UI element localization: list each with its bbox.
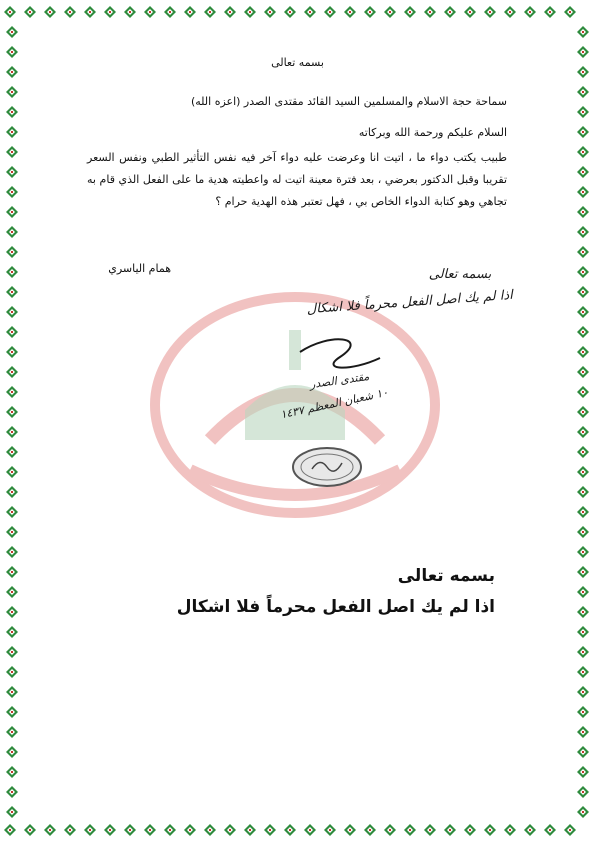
border-ornament [577,646,589,658]
border-ornament [244,824,256,836]
border-ornament [6,746,18,758]
border-ornament [577,366,589,378]
hw-signature: مقتدى الصدر [309,369,370,392]
border-ornament [6,306,18,318]
border-ornament [577,346,589,358]
border-ornament [444,6,456,18]
border-ornament [577,126,589,138]
border-ornament [124,824,136,836]
border-ornament [224,6,236,18]
border-ornament [577,406,589,418]
border-ornament [104,6,116,18]
border-ornament [6,286,18,298]
border-ornament [577,486,589,498]
border-ornament [344,824,356,836]
border-ornament [4,6,16,18]
border-ornament [6,566,18,578]
basmala: بسمه تعالى [271,56,324,69]
border-ornament [144,824,156,836]
border-ornament [6,106,18,118]
border-ornament [204,824,216,836]
border-ornament [124,6,136,18]
border-ornament [577,786,589,798]
border-ornament [84,6,96,18]
border-ornament [6,706,18,718]
border-ornament [204,6,216,18]
border-ornament [84,824,96,836]
border-ornament [544,824,556,836]
border-ornament [6,426,18,438]
border-ornament [244,6,256,18]
border-ornament [577,86,589,98]
border-ornament [6,726,18,738]
border-ornament [424,6,436,18]
border-ornament [6,626,18,638]
border-ornament [44,6,56,18]
border-ornament [524,824,536,836]
border-ornament [6,226,18,238]
border-ornament [6,486,18,498]
border-ornament [404,824,416,836]
border-ornament [104,824,116,836]
border-ornament [304,6,316,18]
border-ornament [577,766,589,778]
border-ornament [284,6,296,18]
border-ornament [284,824,296,836]
border-ornament [577,206,589,218]
addressee-line: سماحة حجة الاسلام والمسلمين السيد القائد مقتدى الصدر (اعزه الله) [190,95,507,108]
border-ornament [6,406,18,418]
border-ornament [577,166,589,178]
border-ornament [184,6,196,18]
border-ornament [304,824,316,836]
border-ornament [577,746,589,758]
border-ornament [6,646,18,658]
border-ornament [6,586,18,598]
answer-title: بسمه تعالى [397,566,495,586]
border-ornament [364,6,376,18]
border-ornament [577,526,589,538]
border-ornament [577,426,589,438]
border-ornament [577,626,589,638]
border-ornament [6,786,18,798]
border-ornament [577,386,589,398]
border-ornament [184,824,196,836]
border-ornament [224,824,236,836]
border-ornament [164,6,176,18]
border-ornament [384,824,396,836]
border-ornament [577,606,589,618]
border-ornament [577,146,589,158]
border-ornament [577,286,589,298]
border-ornament [164,824,176,836]
border-ornament [504,6,516,18]
border-ornament [484,824,496,836]
border-ornament [577,26,589,38]
border-ornament [464,824,476,836]
border-ornament [6,606,18,618]
border-ornament [6,126,18,138]
handwritten-reply [260,262,520,432]
border-ornament [524,6,536,18]
border-ornament [6,206,18,218]
border-ornament [577,226,589,238]
border-ornament [577,666,589,678]
border-ornament [6,146,18,158]
border-ornament [6,466,18,478]
border-ornament [577,186,589,198]
border-ornament [6,506,18,518]
border-ornament [6,186,18,198]
border-ornament [264,824,276,836]
border-ornament [324,824,336,836]
border-ornament [6,166,18,178]
border-ornament [6,386,18,398]
border-ornament [264,6,276,18]
border-ornament [577,686,589,698]
border-ornament [424,824,436,836]
border-ornament [404,6,416,18]
border-ornament [577,306,589,318]
border-ornament [24,824,36,836]
border-ornament [484,6,496,18]
greeting-line: السلام عليكم ورحمة الله وبركاته [358,126,507,139]
border-ornament [577,106,589,118]
border-ornament [344,6,356,18]
hw-basmala: بسمه تعالى [428,267,492,282]
border-ornament [44,824,56,836]
border-ornament [6,766,18,778]
border-ornament [6,666,18,678]
border-ornament [544,6,556,18]
border-ornament [577,566,589,578]
border-ornament [6,346,18,358]
border-ornament [504,824,516,836]
border-ornament [324,6,336,18]
border-ornament [577,506,589,518]
border-ornament [577,246,589,258]
border-ornament [577,706,589,718]
border-ornament [564,824,576,836]
border-ornament [6,326,18,338]
hw-answer: اذا لم يك اصل الفعل محرماً فلا اشكال [306,287,514,318]
border-ornament [6,246,18,258]
border-ornament [444,824,456,836]
border-ornament [6,446,18,458]
border-ornament [577,266,589,278]
hw-date: ١٠ شعبان المعظم ١٤٣٧ [279,385,390,422]
border-ornament [64,824,76,836]
border-ornament [4,824,16,836]
border-ornament [577,546,589,558]
seal-stamp [290,445,364,489]
border-ornament [144,6,156,18]
border-ornament [577,806,589,818]
border-ornament [6,686,18,698]
border-ornament [6,86,18,98]
border-ornament [577,326,589,338]
sender-name: همام الياسري [108,262,171,275]
border-ornament [577,446,589,458]
border-ornament [6,266,18,278]
border-ornament [24,6,36,18]
border-ornament [364,824,376,836]
answer-text: اذا لم يك اصل الفعل محرماً فلا اشكال [176,597,495,617]
border-ornament [6,26,18,38]
border-ornament [64,6,76,18]
border-ornament [6,526,18,538]
border-ornament [564,6,576,18]
border-ornament [6,806,18,818]
question-paragraph: طبيب يكتب دواء ما ، اتيت انا وعرضت عليه دواء آخر فيه نفس التأثير الطبي ونفس السعر تقريبا وقبل الدكتور بعرضي ، بعد فترة معينة اتيت له واعطيته هدية ما على الفعل الذي قام به تجاهي وهو كتابة الدواء الخاص بي ، فهل تعتبر هذه الهدية حرام ؟ [87,151,507,208]
border-ornament [6,366,18,378]
border-ornament [6,546,18,558]
border-ornament [384,6,396,18]
border-ornament [464,6,476,18]
border-ornament [577,726,589,738]
border-ornament [577,586,589,598]
border-ornament [577,466,589,478]
